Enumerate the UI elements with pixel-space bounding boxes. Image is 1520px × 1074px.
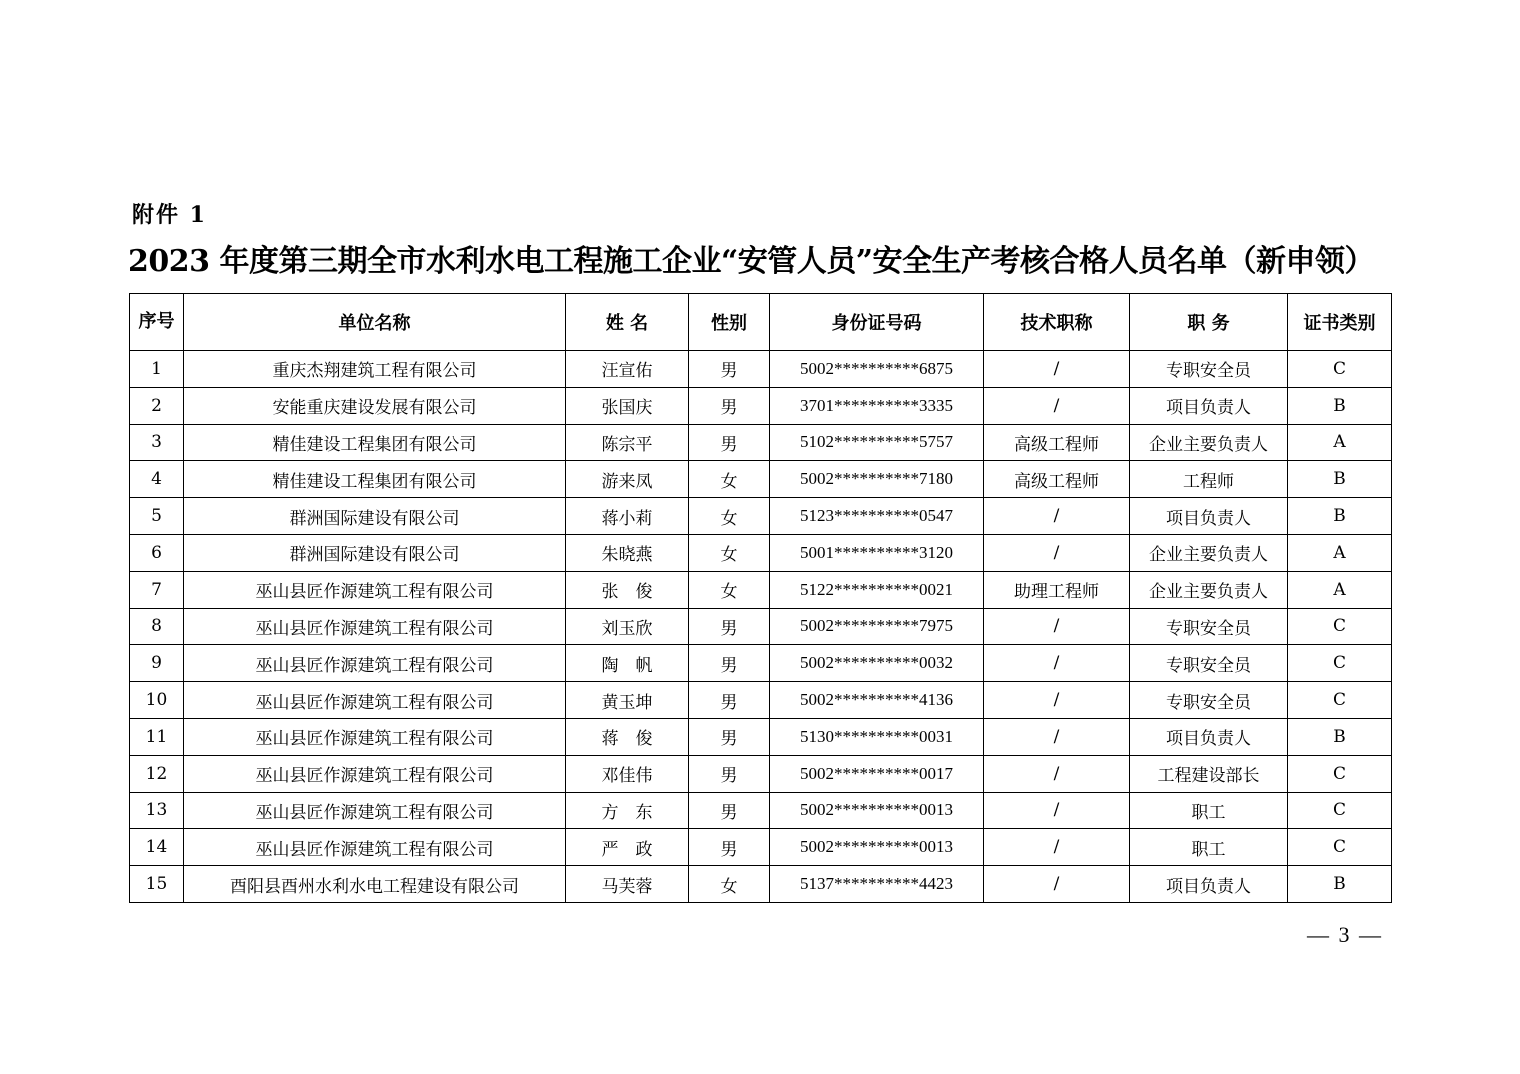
cell-position: 企业主要负责人	[1130, 534, 1288, 571]
cell-gender: 男	[689, 608, 770, 645]
cell-cert-class: A	[1288, 534, 1392, 571]
cell-cert-class: C	[1288, 608, 1392, 645]
column-header-company: 单位名称	[184, 294, 566, 351]
cell-company: 巫山县匠作源建筑工程有限公司	[184, 645, 566, 682]
cell-position: 项目负责人	[1130, 718, 1288, 755]
cell-company: 安能重庆建设发展有限公司	[184, 387, 566, 424]
table-row	[130, 498, 1392, 535]
cell-position: 专职安全员	[1130, 351, 1288, 388]
table-row	[130, 387, 1392, 424]
column-header-tech-title: 技术职称	[984, 294, 1130, 351]
cell-name: 张 俊	[566, 571, 689, 608]
cell-name: 邓佳伟	[566, 755, 689, 792]
column-header-id-number: 身份证号码	[770, 294, 984, 351]
cell-tech-title: /	[984, 829, 1130, 866]
cell-company: 精佳建设工程集团有限公司	[184, 424, 566, 461]
cell-id-number: 5137**********4423	[770, 866, 984, 903]
cell-id-number: 5102**********5757	[770, 424, 984, 461]
cell-tech-title: /	[984, 608, 1130, 645]
cell-tech-title: 高级工程师	[984, 424, 1130, 461]
cell-gender: 男	[689, 351, 770, 388]
cell-gender: 男	[689, 424, 770, 461]
cell-seq: 15	[130, 866, 184, 903]
cell-cert-class: C	[1288, 792, 1392, 829]
cell-company: 精佳建设工程集团有限公司	[184, 461, 566, 498]
cell-id-number: 5002**********6875	[770, 351, 984, 388]
cell-tech-title: /	[984, 682, 1130, 719]
cell-seq: 11	[130, 718, 184, 755]
cell-seq: 8	[130, 608, 184, 645]
cell-gender: 女	[689, 498, 770, 535]
cell-seq: 10	[130, 682, 184, 719]
cell-tech-title: /	[984, 792, 1130, 829]
cell-name: 蒋小莉	[566, 498, 689, 535]
cell-cert-class: C	[1288, 645, 1392, 682]
cell-gender: 男	[689, 792, 770, 829]
cell-name: 张国庆	[566, 387, 689, 424]
cell-id-number: 5002**********7975	[770, 608, 984, 645]
cell-tech-title: /	[984, 351, 1130, 388]
cell-id-number: 5001**********3120	[770, 534, 984, 571]
table-row	[130, 682, 1392, 719]
cell-company: 群洲国际建设有限公司	[184, 534, 566, 571]
cell-tech-title: /	[984, 498, 1130, 535]
cell-id-number: 5002**********0032	[770, 645, 984, 682]
cell-name: 蒋 俊	[566, 718, 689, 755]
cell-position: 职工	[1130, 792, 1288, 829]
cell-id-number: 3701**********3335	[770, 387, 984, 424]
cell-company: 巫山县匠作源建筑工程有限公司	[184, 792, 566, 829]
cell-gender: 男	[689, 387, 770, 424]
cell-position: 项目负责人	[1130, 498, 1288, 535]
table-row	[130, 571, 1392, 608]
cell-position: 项目负责人	[1130, 866, 1288, 903]
cell-position: 职工	[1130, 829, 1288, 866]
table-row	[130, 424, 1392, 461]
cell-gender: 女	[689, 571, 770, 608]
cell-company: 巫山县匠作源建筑工程有限公司	[184, 755, 566, 792]
cell-name: 陶 帆	[566, 645, 689, 682]
table-row	[130, 534, 1392, 571]
cell-gender: 男	[689, 755, 770, 792]
page-number: — 3 —	[1307, 922, 1383, 947]
cell-tech-title: /	[984, 645, 1130, 682]
table-row	[130, 792, 1392, 829]
qualified-personnel-table	[129, 293, 1392, 903]
cell-cert-class: B	[1288, 387, 1392, 424]
table-row	[130, 351, 1392, 388]
cell-tech-title: /	[984, 534, 1130, 571]
cell-cert-class: C	[1288, 351, 1392, 388]
cell-position: 专职安全员	[1130, 682, 1288, 719]
cell-gender: 男	[689, 829, 770, 866]
cell-cert-class: C	[1288, 755, 1392, 792]
cell-company: 巫山县匠作源建筑工程有限公司	[184, 682, 566, 719]
cell-cert-class: B	[1288, 461, 1392, 498]
cell-seq: 7	[130, 571, 184, 608]
cell-cert-class: C	[1288, 682, 1392, 719]
cell-name: 陈宗平	[566, 424, 689, 461]
column-header-position: 职 务	[1130, 294, 1288, 351]
cell-position: 工程师	[1130, 461, 1288, 498]
cell-company: 巫山县匠作源建筑工程有限公司	[184, 608, 566, 645]
cell-tech-title: /	[984, 755, 1130, 792]
cell-position: 项目负责人	[1130, 387, 1288, 424]
cell-id-number: 5002**********0017	[770, 755, 984, 792]
cell-position: 专职安全员	[1130, 645, 1288, 682]
cell-company: 巫山县匠作源建筑工程有限公司	[184, 571, 566, 608]
column-header-seq: 序号	[130, 294, 184, 351]
cell-id-number: 5002**********0013	[770, 829, 984, 866]
cell-cert-class: B	[1288, 498, 1392, 535]
cell-id-number: 5130**********0031	[770, 718, 984, 755]
cell-company: 巫山县匠作源建筑工程有限公司	[184, 718, 566, 755]
table-row	[130, 645, 1392, 682]
cell-gender: 女	[689, 866, 770, 903]
cell-id-number: 5002**********7180	[770, 461, 984, 498]
cell-gender: 男	[689, 718, 770, 755]
cell-cert-class: B	[1288, 718, 1392, 755]
table-row	[130, 755, 1392, 792]
cell-tech-title: 高级工程师	[984, 461, 1130, 498]
cell-company: 巫山县匠作源建筑工程有限公司	[184, 829, 566, 866]
cell-name: 游来凤	[566, 461, 689, 498]
cell-name: 方 东	[566, 792, 689, 829]
attachment-label: 附件 1	[132, 202, 207, 228]
cell-name: 严 政	[566, 829, 689, 866]
cell-seq: 3	[130, 424, 184, 461]
cell-tech-title: /	[984, 387, 1130, 424]
document-title: 2023 年度第三期全市水利水电工程施工企业“安管人员”安全生产考核合格人员名单（新申领）	[128, 244, 1374, 279]
cell-id-number: 5002**********4136	[770, 682, 984, 719]
cell-gender: 男	[689, 645, 770, 682]
cell-gender: 女	[689, 534, 770, 571]
column-header-name: 姓 名	[566, 294, 689, 351]
cell-position: 企业主要负责人	[1130, 571, 1288, 608]
table-row	[130, 608, 1392, 645]
cell-tech-title: /	[984, 718, 1130, 755]
cell-seq: 5	[130, 498, 184, 535]
cell-seq: 9	[130, 645, 184, 682]
cell-seq: 14	[130, 829, 184, 866]
cell-company: 酉阳县酉州水利水电工程建设有限公司	[184, 866, 566, 903]
cell-name: 汪宣佑	[566, 351, 689, 388]
column-header-gender: 性别	[689, 294, 770, 351]
table-row	[130, 461, 1392, 498]
table-header-row	[130, 294, 1392, 351]
cell-cert-class: B	[1288, 866, 1392, 903]
cell-seq: 2	[130, 387, 184, 424]
cell-cert-class: A	[1288, 571, 1392, 608]
cell-company: 重庆杰翔建筑工程有限公司	[184, 351, 566, 388]
cell-gender: 男	[689, 682, 770, 719]
column-header-cert-class: 证书类别	[1288, 294, 1392, 351]
cell-company: 群洲国际建设有限公司	[184, 498, 566, 535]
cell-seq: 4	[130, 461, 184, 498]
cell-tech-title: /	[984, 866, 1130, 903]
cell-id-number: 5123**********0547	[770, 498, 984, 535]
cell-seq: 12	[130, 755, 184, 792]
cell-seq: 13	[130, 792, 184, 829]
cell-tech-title: 助理工程师	[984, 571, 1130, 608]
cell-name: 刘玉欣	[566, 608, 689, 645]
cell-name: 朱晓燕	[566, 534, 689, 571]
cell-position: 企业主要负责人	[1130, 424, 1288, 461]
cell-position: 工程建设部长	[1130, 755, 1288, 792]
cell-seq: 6	[130, 534, 184, 571]
table-row	[130, 718, 1392, 755]
table-body	[130, 351, 1392, 903]
cell-cert-class: A	[1288, 424, 1392, 461]
table-row	[130, 829, 1392, 866]
cell-cert-class: C	[1288, 829, 1392, 866]
table-row	[130, 866, 1392, 903]
cell-position: 专职安全员	[1130, 608, 1288, 645]
cell-name: 马芙蓉	[566, 866, 689, 903]
cell-name: 黄玉坤	[566, 682, 689, 719]
cell-gender: 女	[689, 461, 770, 498]
cell-id-number: 5002**********0013	[770, 792, 984, 829]
cell-id-number: 5122**********0021	[770, 571, 984, 608]
cell-seq: 1	[130, 351, 184, 388]
